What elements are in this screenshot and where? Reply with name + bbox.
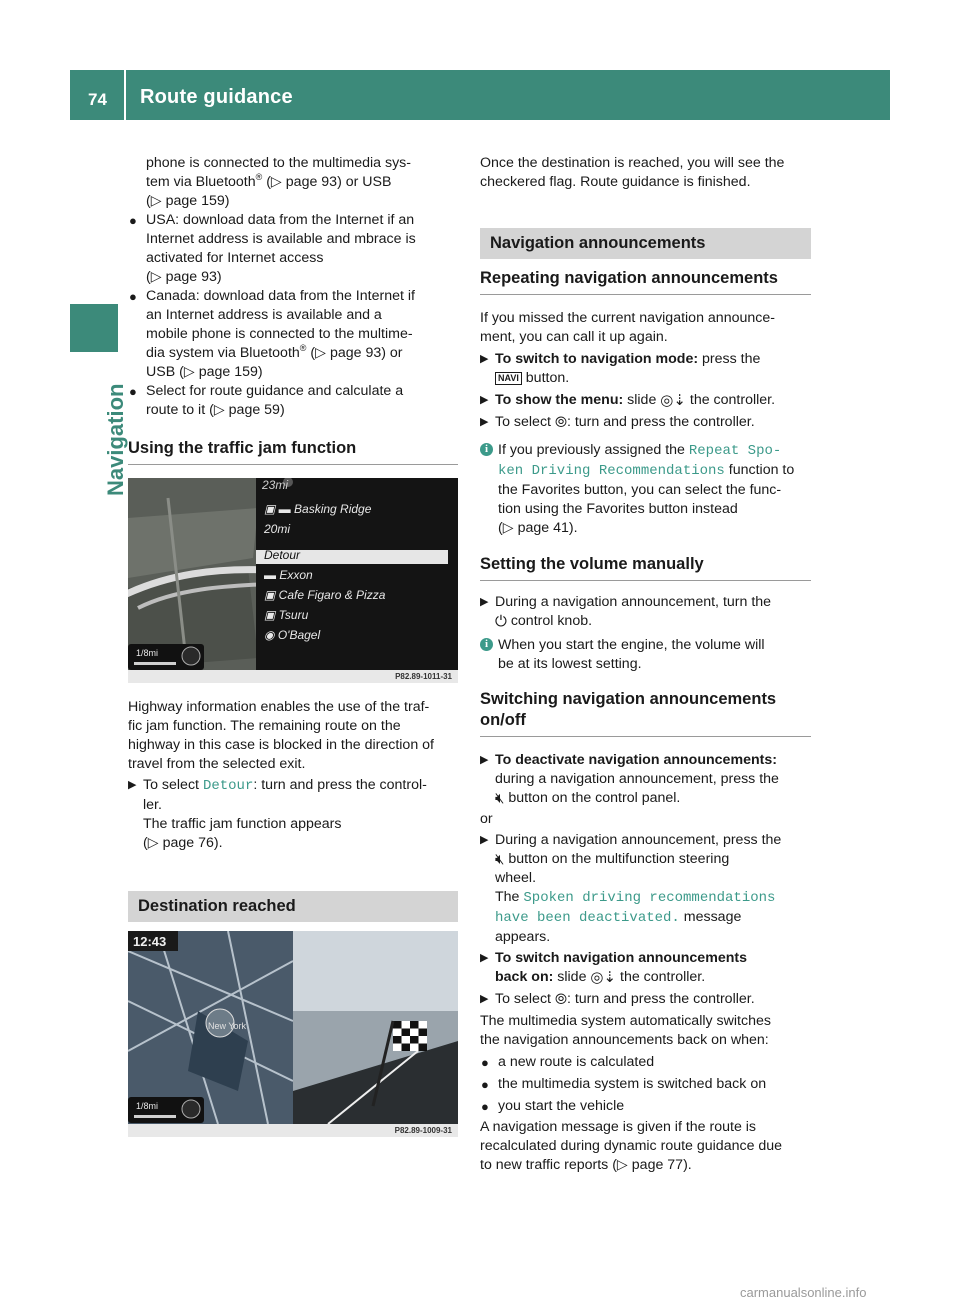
arrow-icon: ▶ — [480, 754, 489, 766]
menu-item: ▬ Exxon — [264, 568, 313, 582]
distance-top: 23mi — [262, 478, 289, 492]
instruction-step: ▶ To select Detour: turn and press the control- ler. The traffic jam function appears (▷ page 76). — [128, 776, 458, 853]
list-item: ● Canada: download data from the Internet if an Internet address is available and a mobile phone is connected to the multime- dia system via Bluetooth® (▷ page 93) or USB (▷ page 159) — [128, 287, 458, 382]
page-title: Route guidance — [140, 86, 293, 108]
list-item: ● you start the vehicle — [481, 1098, 625, 1114]
navi-button-icon: NAVI — [495, 372, 522, 385]
list-item: ● the multimedia system is switched back on — [481, 1076, 767, 1092]
bullet-icon: ● — [481, 1077, 489, 1092]
traffic-jam-screenshot — [128, 478, 458, 683]
page-ref-link[interactable]: (▷ page 93) or — [306, 345, 403, 361]
arrow-icon: ▶ — [480, 834, 489, 846]
page-ref-link[interactable]: route to it (▷ page 59) — [146, 402, 285, 418]
section-heading: Switching navigation announcements on/off — [480, 689, 811, 737]
left-column — [128, 154, 458, 1137]
page-ref-link[interactable]: (▷ page 41). — [498, 520, 578, 536]
menu-item: ◉ O'Bagel — [264, 628, 321, 642]
bullet-icon: ● — [481, 1099, 489, 1114]
instruction-step: ▶ To select ⦾: turn and press the controller. — [480, 991, 755, 1008]
section-band: Navigation announcements — [480, 228, 811, 259]
arrow-icon: ▶ — [480, 416, 489, 428]
destination-screenshot — [128, 931, 458, 1137]
destination-graphic — [128, 931, 458, 1137]
instruction-step: ▶ To switch navigation announcements back on: slide ◎⇣ the controller. — [480, 950, 747, 986]
detour-menu-item[interactable]: Detour — [264, 548, 301, 562]
page-ref-link[interactable]: USB (▷ page 159) — [146, 364, 263, 380]
arrow-icon: ▶ — [480, 353, 489, 365]
arrow-icon: ▶ — [480, 993, 489, 1005]
distance-second: 20mi — [264, 522, 291, 536]
page-ref-link[interactable]: to new traffic reports (▷ page 77). — [480, 1157, 692, 1173]
watermark: carmanualsonline.info — [740, 1285, 867, 1300]
instruction-step: ▶ To show the menu: slide ◎⇣ the controller. — [480, 392, 776, 409]
power-knob-icon: ⏻ — [495, 613, 507, 630]
list-item: ● a new route is calculated — [481, 1054, 655, 1070]
detour-term: Detour — [202, 778, 254, 794]
menu-item: ▣ Cafe Figaro & Pizza — [264, 588, 386, 602]
menu-item: ▣ Tsuru — [264, 608, 309, 622]
page-ref-link[interactable]: (▷ page 159) — [146, 193, 230, 209]
page-ref-link[interactable]: (▷ page 76). — [143, 835, 223, 851]
map-scale: 1/8mi — [136, 648, 159, 658]
info-icon: i — [480, 638, 493, 651]
map-scale: 1/8mi — [136, 1101, 159, 1111]
page-ref-link[interactable]: (▷ page 93) — [146, 269, 222, 285]
message-paragraph: A navigation message is given if the route is recalculated during dynamic route guidance due to new traffic reports (▷ page 77). — [480, 1118, 811, 1175]
or-text: or — [480, 811, 493, 827]
menu-item: ▣ ▬ Basking Ridge — [264, 502, 372, 516]
section-tab — [72, 362, 128, 502]
right-column — [480, 154, 811, 1175]
instruction-step: ▶ During a navigation announcement, turn the ⏻ control knob. — [480, 594, 772, 630]
arrow-icon: ▶ — [480, 596, 489, 608]
auto-paragraph: The multimedia system automatically switches the navigation announcements back on when: — [480, 1013, 771, 1048]
section-heading: Repeating navigation announcements — [480, 268, 811, 295]
figure-caption: P82.89-1011-31 — [128, 670, 458, 683]
instruction-step: ▶ To switch to navigation mode: press the NAVI button. — [480, 351, 761, 386]
section-heading: Setting the volume manually — [480, 554, 811, 581]
bullet-icon: ● — [481, 1055, 489, 1070]
instruction-step: ▶ To deactivate navigation announcements: during a navigation announcement, press the 🔇︎ button on the control panel. — [480, 752, 779, 807]
speech-icon: ⦾ — [554, 991, 567, 1008]
info-icon: i — [480, 443, 493, 456]
list-item: ● USA: download data from the Internet if an Internet address is available and mbrace is activated for Internet access (▷ page 93) — [128, 211, 458, 287]
mute-icon: 🔇︎ — [495, 790, 505, 807]
section-marker — [70, 304, 118, 352]
controller-slide-icon: ◎⇣ — [590, 969, 617, 986]
controller-slide-icon: ◎⇣ — [660, 392, 686, 409]
info-note: i When you start the engine, the volume will be at its lowest setting. — [480, 636, 811, 674]
arrow-icon: ▶ — [128, 779, 137, 791]
arrow-icon: ▶ — [480, 394, 489, 406]
bullet-icon: ● — [129, 384, 137, 399]
bullet-icon: ● — [129, 289, 137, 304]
instruction-step: ▶ To select ⦾: turn and press the controller. — [480, 414, 755, 431]
destination-paragraph: Once the destination is reached, you will see the checkered flag. Route guidance is finished. — [480, 155, 785, 190]
missed-paragraph: If you missed the current navigation announce- ment, you can call it up again. — [480, 310, 775, 345]
section-heading: Using the traffic jam function — [128, 438, 458, 465]
instruction-step: ▶ During a navigation announcement, press the 🔇︎ button on the multifunction steering wheel. The Spoken driving recommendations have been deactivated. message appears. — [480, 832, 782, 945]
page-ref-link[interactable]: (▷ page 93) or USB — [262, 174, 392, 190]
clock-time: 12:43 — [133, 934, 167, 949]
intro-text: phone is connected to the multimedia sys- tem via Bluetooth® (▷ page 93) or USB (▷ page 159) — [128, 154, 458, 211]
highway-paragraph: Highway information enables the use of the traf- fic jam function. The remaining route on the highway in this case is blocked in the direction of travel from the selected exit. — [128, 699, 434, 772]
speech-icon: ⦾ — [554, 414, 567, 431]
section-label: Navigation — [103, 383, 128, 496]
figure-caption: P82.89-1009-31 — [128, 1124, 458, 1137]
info-note: i If you previously assigned the Repeat Spo‑ ken Driving Recommendations function to the Favorites button, you can select the func- tion using the Favorites button instead (▷ page 41). — [480, 441, 811, 538]
map-place-label: New York — [208, 1021, 247, 1031]
page-number: 74 — [88, 90, 107, 109]
bullet-icon: ● — [129, 213, 137, 228]
section-band: Destination reached — [128, 891, 458, 922]
list-item: ● Select for route guidance and calculate a route to it (▷ page 59) — [128, 382, 458, 420]
arrow-icon: ▶ — [480, 952, 489, 964]
mute-icon: 🔇︎ — [495, 851, 505, 868]
